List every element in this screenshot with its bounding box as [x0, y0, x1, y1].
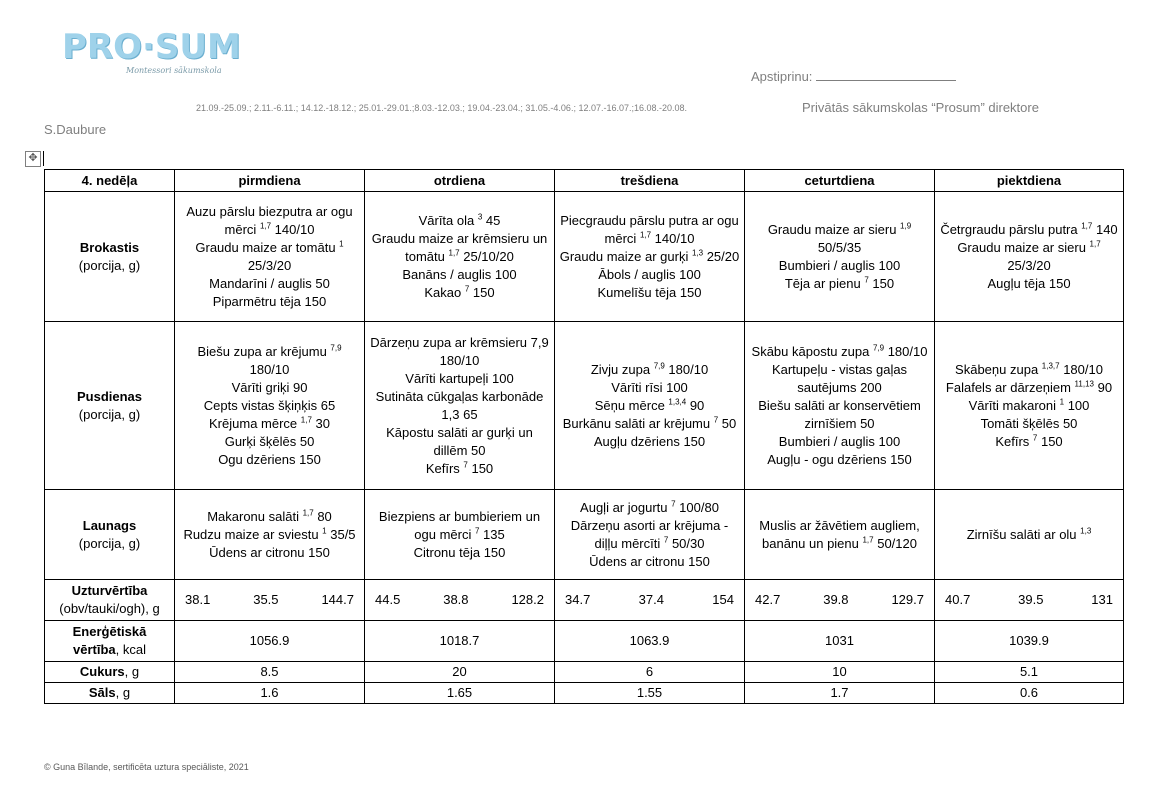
- protein-value: 44.5: [375, 592, 401, 607]
- sugar-row: [45, 662, 1124, 683]
- allergen-code: 1,7: [862, 535, 874, 545]
- menu-item: Sēņu mērce $^{1,3,4}$ 90: [594, 397, 705, 413]
- energy-value: 1063.9: [555, 621, 745, 662]
- energy-name: Enerģētiskā vērtība: [72, 624, 147, 657]
- menu-item: Dārzeņu zupa ar krēmsieru 7,9 180/10: [370, 334, 549, 368]
- allergen-code: 7: [474, 526, 480, 536]
- sugar-value: 20: [365, 662, 555, 683]
- menu-item: Makaronu salāti $^{1,7}$ 80: [207, 508, 332, 524]
- menu-item: Skābeņu zupa $^{1,3,7}$ 180/10: [955, 361, 1103, 377]
- allergen-code: 1,7: [1081, 221, 1093, 231]
- allergen-code: 1: [322, 526, 327, 536]
- menu-item: Kumelīšu tēja 150: [597, 284, 702, 300]
- menu-cell: [175, 192, 365, 322]
- salt-value: 1.55: [555, 683, 745, 704]
- menu-item: Vārīti makaroni $^1$ 100: [968, 397, 1090, 413]
- logo-text: PRO·SUM: [62, 27, 241, 67]
- allergen-code: 11,13: [1074, 379, 1094, 389]
- allergen-code: 1,7: [1089, 239, 1101, 249]
- sugar-value: 8.5: [175, 662, 365, 683]
- menu-cell: [745, 192, 935, 322]
- meal-name: Brokastis: [79, 239, 140, 255]
- menu-cell: [365, 490, 555, 580]
- menu-item: Bumbieri / auglis 100: [778, 257, 901, 273]
- meal-unit: (porcija, g): [78, 257, 141, 273]
- menu-item: Biešu zupa ar krējumu $^{7,9}$ 180/10: [197, 343, 342, 377]
- menu-cell: [935, 322, 1124, 490]
- allergen-code: 1: [1059, 397, 1065, 407]
- protein-value: 34.7: [565, 592, 591, 607]
- fat-value: 38.8: [443, 592, 469, 607]
- meal-name: Pusdienas: [76, 388, 143, 404]
- energy-row: [45, 621, 1124, 662]
- meal-label: [45, 490, 175, 580]
- allergen-code: 1,7: [259, 221, 272, 231]
- menu-cell: [175, 490, 365, 580]
- allergen-code: 1,7: [639, 230, 652, 240]
- allergen-code: 7,9: [653, 361, 665, 371]
- nutrition-cell: [745, 580, 935, 621]
- day-header: trešdiena: [555, 170, 745, 192]
- protein-value: 42.7: [755, 592, 781, 607]
- meal-label: [45, 192, 175, 322]
- menu-item: Vārīti kartupeļi 100: [405, 370, 514, 386]
- menu-cell: [175, 322, 365, 490]
- nutrition-row: [45, 580, 1124, 621]
- salt-value: 1.7: [745, 683, 935, 704]
- menu-item: Piparmētru tēja 150: [212, 293, 327, 309]
- allergen-code: 1,3: [1080, 526, 1092, 536]
- salt-name: Sāls: [88, 685, 116, 700]
- meal-label: [45, 322, 175, 490]
- weekly-menu-table: [44, 169, 1124, 704]
- salt-value: 1.6: [175, 683, 365, 704]
- menu-item: Kāpostu salāti ar gurķi un dillēm 50: [386, 424, 533, 458]
- menu-item: Biezpiens ar bumbieriem un ogu mērci $^7$ 135: [378, 508, 541, 542]
- sugar-value: 5.1: [935, 662, 1124, 683]
- allergen-code: 7: [864, 275, 869, 285]
- nutrition-cell: [935, 580, 1124, 621]
- meal-unit: (porcija, g): [78, 535, 141, 551]
- fat-value: 39.5: [1018, 592, 1044, 607]
- nutrition-cell: [365, 580, 555, 621]
- menu-item: Tēja ar pienu $^7$ 150: [784, 275, 895, 291]
- week-label: 4. nedēļa: [45, 170, 175, 192]
- table-header-row: [45, 170, 1124, 192]
- salt-label: [45, 683, 175, 704]
- menu-item: Graudu maize ar tomātu $^1$ 25/3/20: [195, 239, 344, 273]
- protein-value: 40.7: [945, 592, 971, 607]
- copyright-footer: © Guna Bīlande, sertificēta uztura speciāliste, 2021: [44, 762, 249, 772]
- menu-item: Ūdens ar citronu 150: [589, 553, 710, 569]
- energy-value: 1039.9: [935, 621, 1124, 662]
- meal-name: Launags: [82, 517, 137, 533]
- nutrition-cell: [555, 580, 745, 621]
- logo-subtitle: Montessori sākumskola: [126, 66, 222, 75]
- allergen-code: 7: [463, 460, 468, 470]
- sugar-label: [45, 662, 175, 683]
- menu-item: Sutināta cūkgaļas karbonāde 1,3 65: [375, 388, 544, 422]
- nutrition-label: [45, 580, 175, 621]
- menu-item: Muslis ar žāvētiem augliem, banānu un pienu $^{1,7}$ 50/120: [759, 517, 920, 551]
- fat-value: 39.8: [823, 592, 849, 607]
- lunch-row: [45, 322, 1124, 490]
- nutrition-name: Uzturvērtība: [71, 583, 148, 598]
- energy-value: 1018.7: [365, 621, 555, 662]
- nutrition-unit: (obv/tauki/ogh), g: [59, 601, 160, 616]
- menu-cell: [935, 192, 1124, 322]
- table-move-handle-icon[interactable]: ✥: [25, 151, 41, 167]
- day-header: piektdiena: [935, 170, 1124, 192]
- fat-value: 37.4: [638, 592, 664, 607]
- menu-item: Augļu dzēriens 150: [593, 433, 706, 449]
- carb-value: 154: [712, 592, 734, 607]
- menu-cell: [555, 490, 745, 580]
- menu-item: Citronu tēja 150: [413, 544, 506, 560]
- allergen-code: 7: [1032, 433, 1038, 443]
- menu-dates: 21.09.-25.09.; 2.11.-6.11.; 14.12.-18.12.; 25.01.-29.01.;8.03.-12.03.; 19.04.-23.04.; 31.05.-4.06.; 12.07.-16.07.;16.08.-20.08.: [196, 103, 688, 113]
- menu-item: Bumbieri / auglis 100: [778, 433, 901, 449]
- prosum-logo: [62, 27, 241, 78]
- allergen-code: 1,7: [302, 508, 314, 518]
- menu-item: Piecgraudu pārslu putra ar ogu mērci $^{1,7}$ 140/10: [560, 212, 739, 246]
- allergen-code: 1,3: [691, 248, 704, 258]
- energy-unit: , kcal: [115, 642, 146, 657]
- menu-item: Augļu - ogu dzēriens 150: [767, 451, 912, 467]
- energy-value: 1031: [745, 621, 935, 662]
- salt-value: 1.65: [365, 683, 555, 704]
- sugar-unit: , g: [124, 664, 140, 679]
- menu-item: Vārīti rīsi 100: [611, 379, 688, 395]
- allergen-code: 7: [663, 535, 669, 545]
- approve-label: Apstiprinu:: [751, 69, 813, 84]
- salt-row: [45, 683, 1124, 704]
- menu-item: Mandarīni / auglis 50: [209, 275, 330, 291]
- carb-value: 144.7: [321, 592, 354, 607]
- allergen-code: 7: [464, 284, 470, 294]
- allergen-code: 3: [477, 212, 483, 222]
- director-name: S.Daubure: [44, 122, 107, 137]
- menu-item: Kartupeļu - vistas gaļas sautējums 200: [771, 361, 908, 395]
- breakfast-row: [45, 192, 1124, 322]
- menu-item: Krējuma mērce $^{1,7}$ 30: [209, 415, 330, 431]
- menu-item: Augļi ar jogurtu $^7$ 100/80: [580, 499, 719, 515]
- carb-value: 131: [1091, 592, 1113, 607]
- carb-value: 129.7: [891, 592, 924, 607]
- menu-item: Biešu salāti ar konservētiem zirnīšiem 50: [758, 397, 921, 431]
- menu-item: Četrgraudu pārslu putra $^{1,7}$ 140: [940, 221, 1118, 237]
- menu-item: Dārzeņu asorti ar krējuma - diļļu mērcīti $^7$ 50/30: [570, 517, 729, 551]
- menu-item: Augļu tēja 150: [987, 275, 1071, 291]
- menu-item: Gurķi šķēlēs 50: [224, 433, 315, 449]
- menu-item: Burkānu salāti ar krējumu $^7$ 50: [562, 415, 737, 431]
- allergen-code: 7: [671, 499, 676, 509]
- menu-item: Banāns / auglis 100: [402, 266, 517, 282]
- allergen-code: 1,9: [900, 221, 912, 231]
- signature-blank: [816, 68, 956, 81]
- menu-cell: [555, 192, 745, 322]
- approval-line: [751, 68, 956, 84]
- energy-value: 1056.9: [175, 621, 365, 662]
- allergen-code: 1,3,4: [668, 397, 687, 407]
- menu-item: Kefīrs $^7$ 150: [995, 433, 1063, 449]
- menu-item: Kakao $^7$ 150: [424, 284, 495, 300]
- energy-label: [45, 621, 175, 662]
- menu-item: Tomāti šķēlēs 50: [980, 415, 1078, 431]
- allergen-code: 1,3,7: [1041, 361, 1060, 371]
- menu-cell: [745, 322, 935, 490]
- meal-unit: (porcija, g): [78, 406, 141, 422]
- menu-item: Zivju zupa $^{7,9}$ 180/10: [590, 361, 709, 377]
- salt-unit: , g: [115, 685, 131, 700]
- day-header: pirmdiena: [175, 170, 365, 192]
- allergen-code: 1,7: [448, 248, 460, 258]
- protein-value: 38.1: [185, 592, 211, 607]
- menu-item: Rudzu maize ar sviestu $^1$ 35/5: [183, 526, 356, 542]
- allergen-code: 7: [713, 415, 719, 425]
- menu-item: Graudu maize ar sieru $^{1,7}$ 25/3/20: [957, 239, 1101, 273]
- menu-item: Ogu dzēriens 150: [218, 451, 321, 467]
- menu-cell: [935, 490, 1124, 580]
- director-title: Privātās sākumskolas “Prosum” direktore: [802, 100, 1039, 115]
- menu-item: Falafels ar dārzeņiem $^{11,13}$ 90: [945, 379, 1113, 395]
- menu-cell: [555, 322, 745, 490]
- allergen-code: 7,9: [330, 343, 342, 353]
- nutrition-cell: [175, 580, 365, 621]
- menu-item: Graudu maize ar krēmsieru un tomātu $^{1,7}$ 25/10/20: [371, 230, 548, 264]
- menu-item: Ūdens ar citronu 150: [209, 544, 330, 560]
- menu-item: Cepts vistas šķiņķis 65: [203, 397, 336, 413]
- menu-item: Graudu maize ar gurķi $^{1,3}$ 25/20: [559, 248, 740, 264]
- menu-item: Auzu pārslu biezputra ar ogu mērci $^{1,7}$ 140/10: [186, 203, 353, 237]
- menu-cell: [365, 192, 555, 322]
- sugar-value: 6: [555, 662, 745, 683]
- allergen-code: 1: [339, 239, 344, 249]
- fat-value: 35.5: [253, 592, 279, 607]
- text-cursor: [43, 151, 44, 166]
- allergen-code: 1,7: [300, 415, 312, 425]
- menu-item: Skābu kāpostu zupa $^{7,9}$ 180/10: [751, 343, 928, 359]
- menu-item: Zirnīšu salāti ar olu $^{1,3}$: [966, 526, 1092, 542]
- day-header: ceturtdiena: [745, 170, 935, 192]
- menu-cell: [365, 322, 555, 490]
- snack-row: [45, 490, 1124, 580]
- menu-item: Vārīti griķi 90: [231, 379, 308, 395]
- day-header: otrdiena: [365, 170, 555, 192]
- menu-item: Vārīta ola $^3$ 45: [418, 212, 501, 228]
- salt-value: 0.6: [935, 683, 1124, 704]
- menu-item: Graudu maize ar sieru $^{1,9}$ 50/5/35: [767, 221, 912, 255]
- menu-cell: [745, 490, 935, 580]
- sugar-name: Cukurs: [79, 664, 125, 679]
- sugar-value: 10: [745, 662, 935, 683]
- allergen-code: 7,9: [872, 343, 885, 353]
- carb-value: 128.2: [511, 592, 544, 607]
- menu-item: Kefīrs $^7$ 150: [425, 460, 494, 476]
- menu-item: Ābols / auglis 100: [598, 266, 701, 282]
